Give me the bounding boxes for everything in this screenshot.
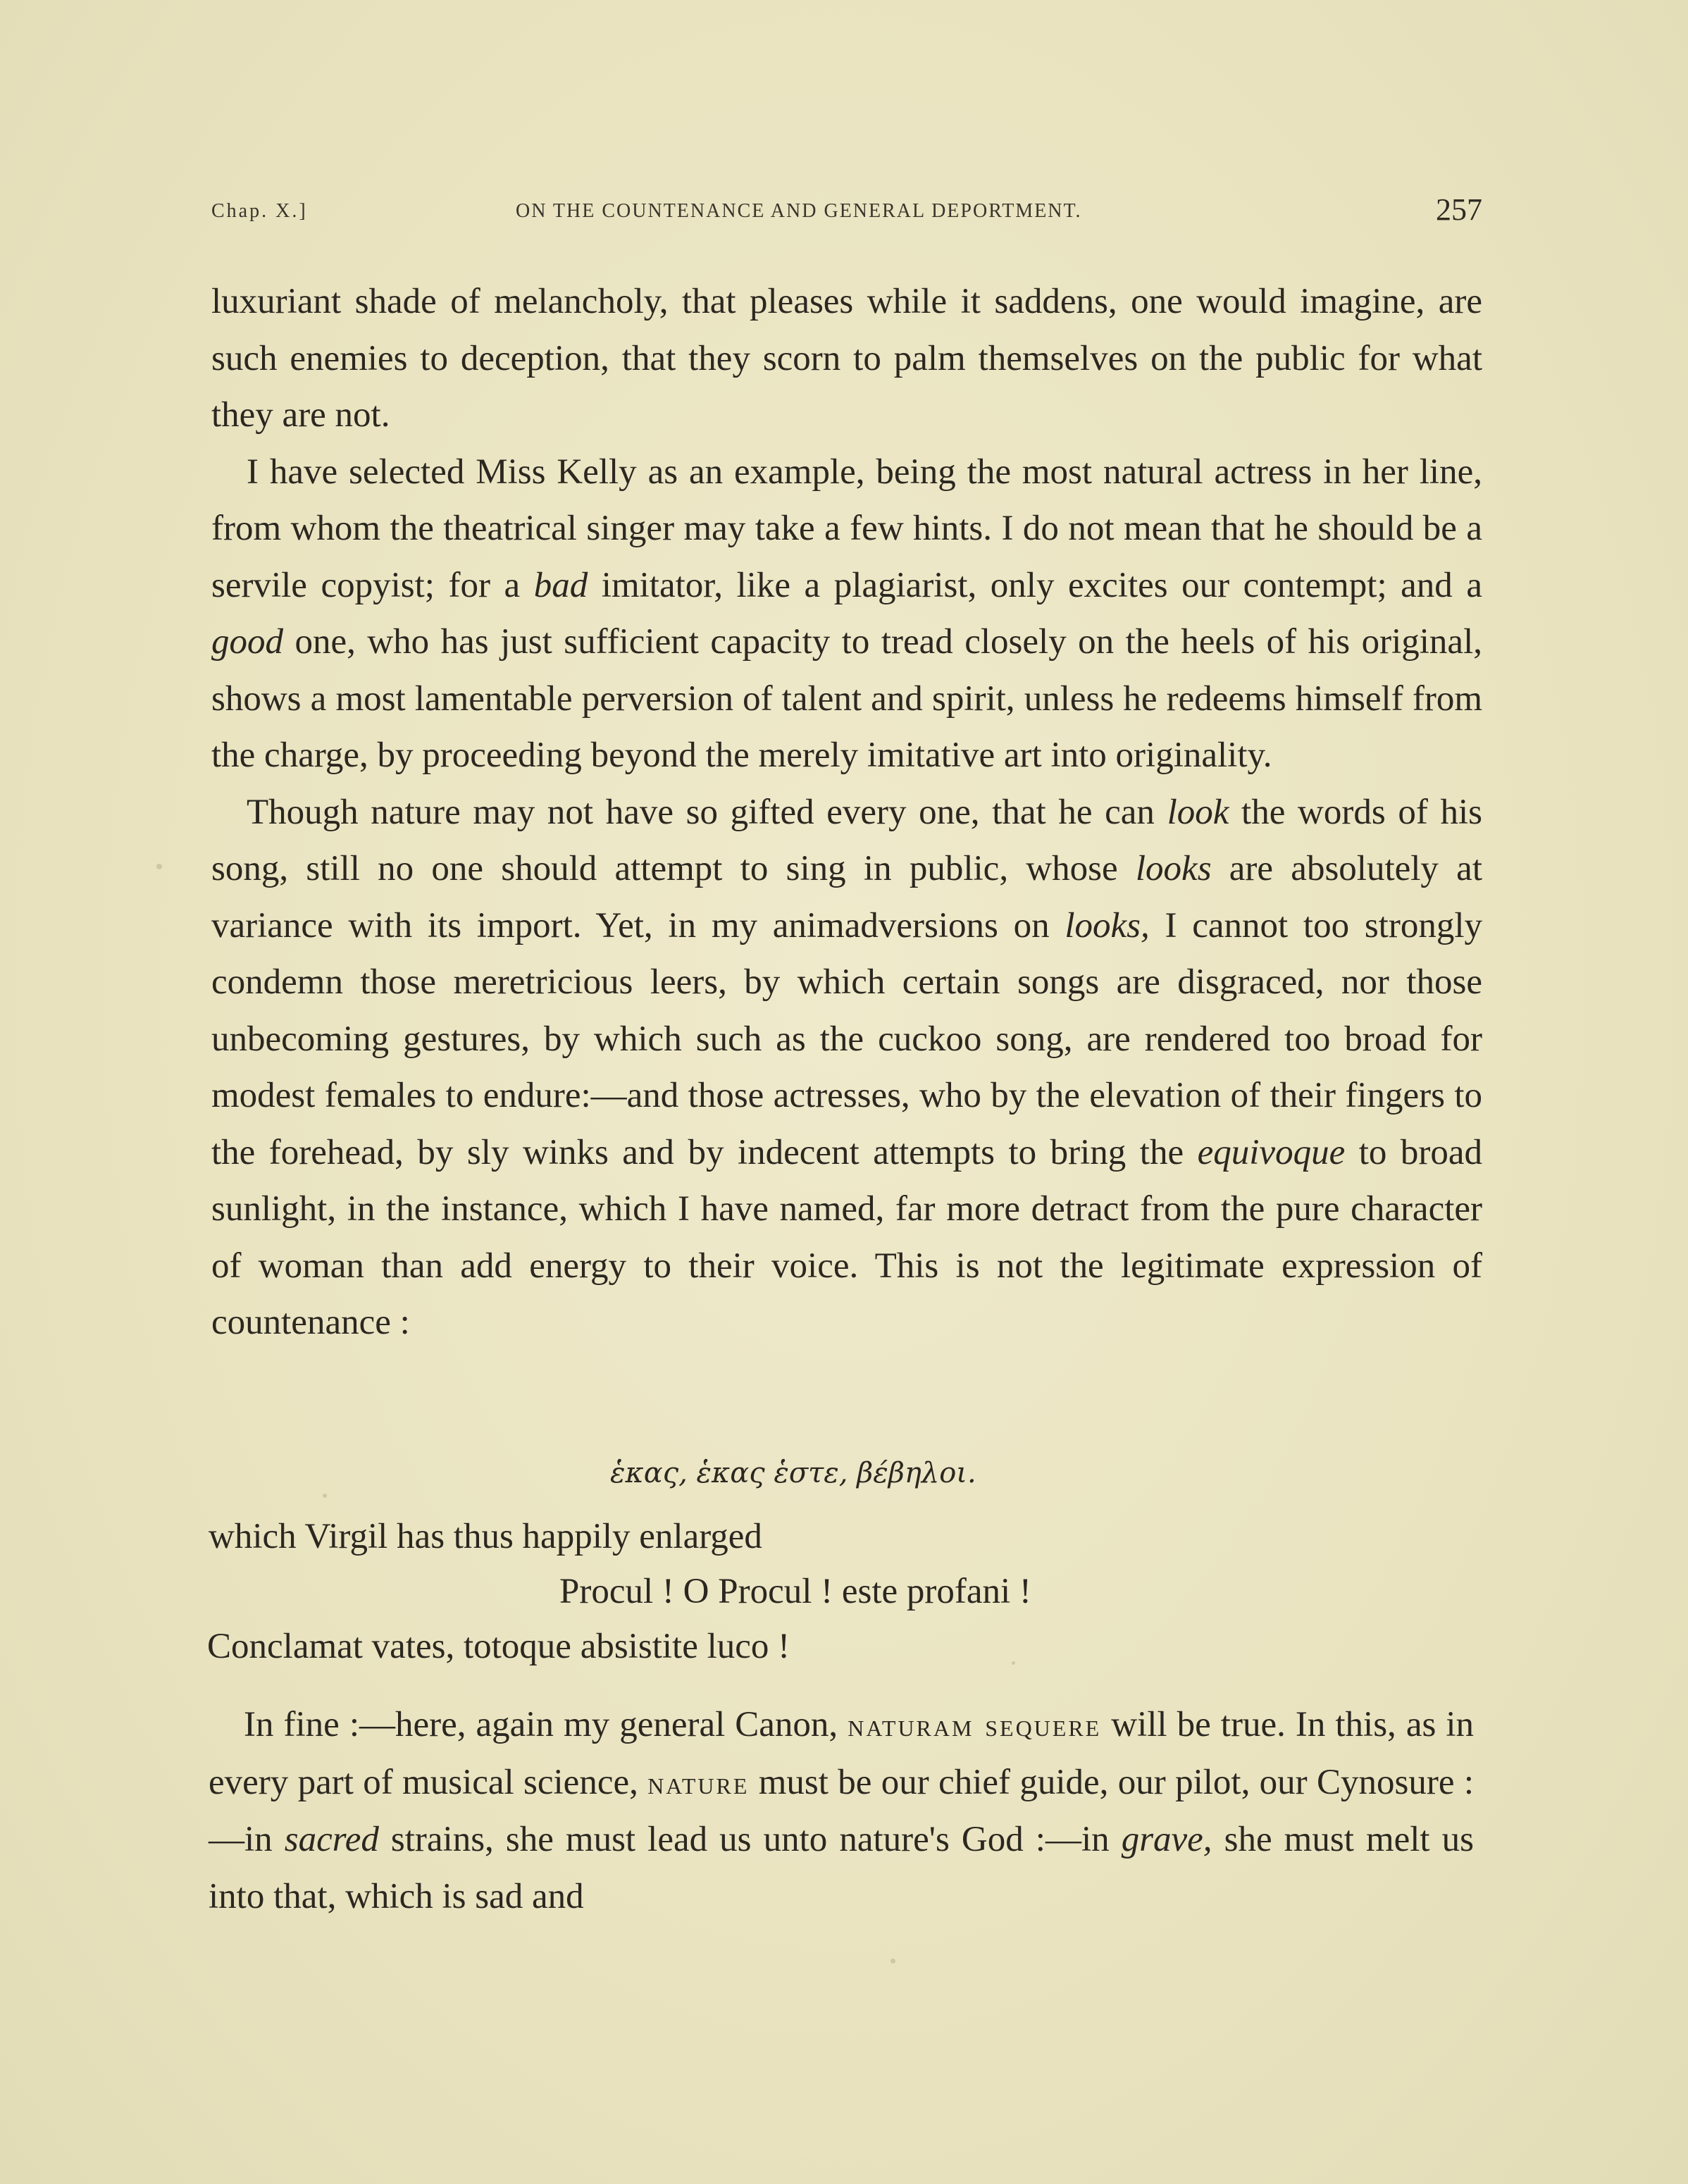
p4-smallcaps-naturam: naturam sequere [848,1707,1102,1743]
paper-speck [323,1494,327,1498]
final-paragraph [209,1696,1474,1925]
p4-smallcaps-nature: nature [647,1764,750,1801]
running-title: ON THE COUNTENANCE AND GENERAL DEPORTMENT. [516,200,1082,222]
p3-text-c: are absolutely at variance with its import. Yet, in my animadversions on [211,849,1482,945]
p4-text-b: will be true. In this, as in every part of musical science, [209,1705,1475,1802]
p4-emphasis-grave: grave, [1121,1820,1212,1859]
main-text [211,273,1482,1351]
paragraph-2 [211,444,1482,784]
p3-text-a: Though nature may not have so gifted every one, that he can [247,792,1167,832]
p3-emphasis-looks: looks [1135,849,1212,888]
paper-speck [890,1959,895,1963]
greek-quotation: ἑκας, ἑκας ἑστε, βέβηλοι. [610,1457,976,1489]
p3-emphasis-look: look [1167,792,1229,832]
p3-text-b: the words of his song, still no one should attempt to sing in public, whose [211,792,1482,888]
paper-speck [156,864,162,869]
latin-verse-line-2: Conclamat vates, totoque absistite luco ! [207,1627,790,1666]
p3-text-e: to broad sunlight, in the instance, which I have named, far more detract from the pure character of woman than add energy to their voice. This is not the legitimate expression of countenance : [211,1132,1482,1342]
paper-speck [1012,1661,1015,1665]
p2-text-b: imitator, like a plagiarist, only excites our contempt; and a [588,565,1482,605]
p3-emphasis-equivoque: equivoque [1197,1132,1346,1172]
p2-emphasis-bad: bad [533,565,588,605]
paragraph-1-text: luxuriant shade of melancholy, that pleases while it saddens, one would imagine, are such enemies to deception, that they scorn to palm themselves on the public for what they are not. [211,282,1482,435]
p3-text-d: I cannot too strongly condemn those meretricious leers, by which certain songs are disgraced, nor those unbecoming gestures, by which such as the cuckoo song, are rendered too broad for modest females to endure:—and those actresses, who by the elevation of their fingers to the forehead, by sly winks and by indecent attempts to bring the [211,905,1482,1172]
verse-intro: which Virgil has thus happily enlarged [209,1517,762,1556]
latin-verse-line-1: Procul ! O Procul ! este profani ! [559,1572,1031,1611]
p4-text-d: strains, she must lead us unto nature's God :—in [378,1820,1122,1859]
p2-emphasis-good: good [211,622,283,662]
p2-text-a: I have selected Miss Kelly as an example, being the most natural actress in her line, from whom the theatrical singer may take a few hints. I do not mean that he should be a servile copyist; for a [211,452,1482,605]
p2-text-c: one, who has just sufficient capacity to tread closely on the heels of his original, shows a most lamentable perversion of talent and spirit, unless he redeems himself from the charge, by proceeding beyond the merely imitative art into originality. [211,622,1482,775]
p4-text-a: In fine :—here, again my general Canon, [244,1705,848,1744]
paragraph-3 [211,784,1482,1351]
p4-text-c: must be our chief guide, our pilot, our Cynosure :—in [209,1762,1474,1859]
chapter-label: Chap. X.] [211,200,308,222]
paragraph-4 [209,1696,1474,1925]
p3-emphasis-looks-2: looks, [1065,905,1150,945]
paragraph-1 [211,273,1482,444]
page-number: 257 [1436,192,1482,227]
p4-emphasis-sacred: sacred [284,1820,379,1859]
p4-text-e: she must melt us into that, which is sad and [209,1820,1474,1916]
running-header [211,190,1482,232]
